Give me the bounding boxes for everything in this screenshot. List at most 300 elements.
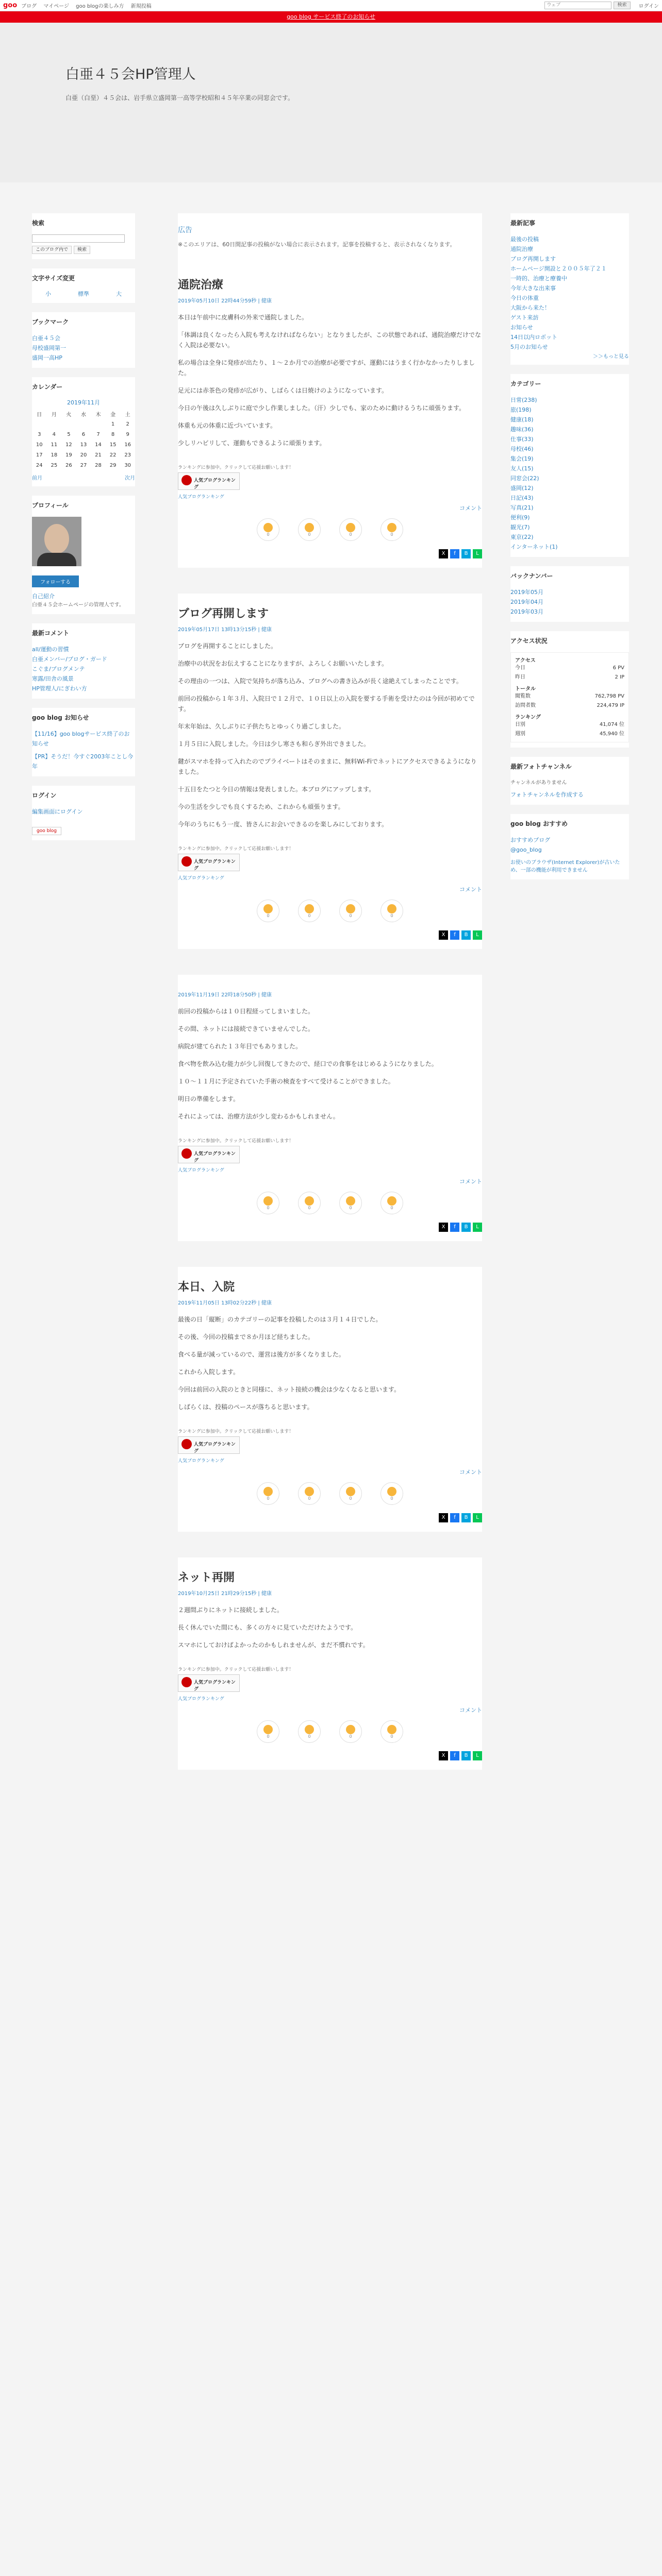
calendar-prev-link[interactable]: 前月 — [32, 476, 42, 481]
share-icon[interactable]: L — [473, 1751, 482, 1760]
blog-post — [178, 975, 482, 1241]
profile-widget — [32, 496, 135, 614]
service-notice-bar — [0, 11, 662, 23]
post-paragraph: 年末年始は、久しぶりに子供たちとゆっくり過ごしました。 — [178, 723, 345, 730]
reaction-emoji-icon — [305, 523, 314, 532]
calendar-title: カレンダー — [32, 383, 63, 391]
access-label: アクセス — [515, 658, 536, 664]
reaction-button[interactable] — [298, 518, 321, 541]
post-paragraph: 治療中の状況をお伝えすることになりますが、よろしくお願いいたします。 — [178, 660, 388, 667]
category-link[interactable]: 健康(18) — [510, 416, 534, 423]
bookmark-link[interactable]: 盛岡一高HP — [32, 354, 62, 361]
comment-link[interactable]: 寒露/田舎の風景 — [32, 675, 74, 682]
reaction-row — [178, 1720, 482, 1743]
goo-news-widget — [32, 708, 135, 776]
reaction-emoji-icon — [305, 1487, 314, 1496]
reaction-count: 0 — [308, 1205, 311, 1210]
category-link[interactable]: 旅(198) — [510, 406, 532, 413]
reaction-emoji-icon — [387, 904, 396, 913]
category-link[interactable]: 母校(46) — [510, 446, 534, 452]
reaction-button[interactable] — [257, 1482, 279, 1505]
post-paragraph: 食べる量が減っているので、運営は後方が多くなりました。 — [178, 1351, 345, 1358]
comment-link[interactable]: HP管理人/にぎわい方 — [32, 685, 87, 692]
post-paragraph: 鍵がスマホを持って入れたのでプライベートはそのままに、無料Wi-Fiでネットにアクセスできるようになりました。 — [178, 758, 477, 775]
ranking-link[interactable]: 人気ブログランキング — [178, 876, 224, 881]
reaction-emoji-icon — [346, 523, 355, 532]
reaction-emoji-icon — [387, 523, 396, 532]
post-date[interactable]: 2019年05月17日 13時13分15秒 | 健康 — [178, 627, 272, 633]
calendar-day: 14 — [95, 442, 102, 448]
goo-news-title: goo blog お知らせ — [32, 714, 89, 721]
reaction-emoji-icon — [387, 1487, 396, 1496]
access-key: 今日 — [515, 665, 525, 671]
reaction-count: 0 — [390, 532, 393, 537]
comment-link[interactable]: コメント — [459, 505, 482, 512]
reaction-row — [178, 1192, 482, 1214]
calendar-day: 1 — [111, 421, 115, 427]
left-sidebar — [32, 213, 135, 850]
post-date[interactable]: 2019年10月25日 21時29分15秒 | 健康 — [178, 1591, 272, 1597]
reaction-emoji-icon — [305, 1725, 314, 1734]
post-body — [178, 641, 482, 829]
top-login-link[interactable]: ログイン — [638, 4, 659, 9]
login-link[interactable]: 編集画面にログイン — [32, 808, 83, 815]
recent-posts-title: 最新記事 — [510, 219, 536, 227]
profile-link[interactable]: 自己紹介 — [32, 593, 55, 600]
post-date[interactable]: 2019年11月05日 13時02分22秒 | 健康 — [178, 1300, 272, 1306]
reaction-count: 0 — [390, 1205, 393, 1210]
post-paragraph: 明日の準備をします。 — [178, 1095, 240, 1103]
calendar-weekday: 金 — [110, 412, 116, 418]
post-paragraph: 今の生活を少しでも良くするため、これからも頑張ります。 — [178, 803, 344, 810]
share-icon[interactable]: B — [461, 549, 471, 558]
comment-link[interactable]: コメント — [459, 1707, 482, 1714]
goo-news-link[interactable]: 【PR】そうだ！今すぐ2003年ことし今年 — [32, 753, 134, 770]
reaction-button[interactable] — [257, 518, 279, 541]
ranking-text: ランキングに参加中。クリックして応援お願いします！ — [178, 1429, 294, 1434]
reaction-button[interactable] — [339, 1482, 362, 1505]
archive-link[interactable]: 2019年05月 — [510, 589, 543, 596]
category-link[interactable]: 便利(9) — [510, 514, 530, 521]
calendar-day: 3 — [38, 431, 41, 437]
comment-link[interactable]: コメント — [459, 1469, 482, 1476]
right-sidebar — [510, 213, 629, 889]
top-search-button[interactable]: 検索 — [614, 2, 630, 9]
post-paragraph: 最後の日「縦断」のカテゴリーの記事を投稿したのは３月１４日でした。 — [178, 1316, 382, 1323]
blog-post — [178, 1267, 482, 1532]
share-icon[interactable]: X — [439, 930, 448, 940]
top-bar — [0, 0, 662, 11]
category-link[interactable]: 仕事(33) — [510, 436, 534, 443]
reaction-count: 0 — [267, 1734, 270, 1739]
goo-recommend-link[interactable]: おすすめブログ — [510, 837, 551, 843]
ranking-banner-label: 人気ブログランキング — [194, 1151, 236, 1163]
calendar-day: 20 — [80, 452, 87, 458]
recent-post-link[interactable]: 5月のお知らせ — [510, 344, 548, 350]
recent-post-link[interactable]: ホームページ開設と２００５年了２１ — [510, 265, 607, 272]
reaction-count: 0 — [349, 532, 352, 537]
ad-box — [178, 213, 482, 265]
total-value: 762,798 PV — [594, 693, 624, 699]
calendar-weekday: 土 — [125, 412, 130, 418]
post-paragraph: 今回は前回の入院のときと同様に、ネット接続の機会は少なくなると思います。 — [178, 1386, 401, 1393]
profile-title: プロフィール — [32, 502, 69, 509]
ranking-banner-label: 人気ブログランキング — [194, 478, 236, 490]
comment-link[interactable]: コメント — [459, 1178, 482, 1185]
post-paragraph: それによっては、治療方法が少し変わるかもしれません。 — [178, 1113, 339, 1120]
reaction-count: 0 — [390, 1734, 393, 1739]
calendar-day: 27 — [80, 462, 87, 468]
reaction-button[interactable] — [257, 1720, 279, 1743]
recent-post-link[interactable]: お知らせ — [510, 324, 533, 331]
archive-widget — [510, 566, 629, 622]
reaction-count: 0 — [308, 913, 311, 918]
category-link[interactable]: 集会(19) — [510, 455, 534, 462]
recent-post-link[interactable]: 今日の体重 — [510, 295, 539, 301]
post-paragraph: スマホにしておけばよかったのかもしれませんが、まだ不慣れです。 — [178, 1641, 369, 1649]
calendar-day: 8 — [111, 431, 115, 437]
calendar-nav — [32, 473, 135, 481]
reaction-emoji-icon — [263, 1196, 273, 1206]
ranking-banner-label: 人気ブログランキング — [194, 1442, 236, 1454]
access-key: 昨日 — [515, 674, 525, 680]
goo-recommend-widget — [510, 814, 629, 879]
calendar-day: 7 — [96, 431, 100, 437]
top-links — [21, 2, 157, 9]
post-title[interactable]: 本日、入院 — [178, 1281, 235, 1294]
post-paragraph: ブログを再開することにしました。 — [178, 642, 277, 650]
share-row — [178, 1223, 482, 1232]
ranking-box — [178, 1137, 482, 1173]
total-value: 224,479 IP — [597, 703, 624, 708]
recent-post-link[interactable]: 一時的、治療と療養中 — [510, 275, 567, 282]
share-icon[interactable]: L — [473, 930, 482, 940]
post-paragraph: 少しリハビリして、運動もできるように頑張ります。 — [178, 439, 326, 447]
goo-news-link[interactable]: 【11/16】goo blogサービス終了のお知らせ — [32, 731, 130, 747]
ranking-banner[interactable] — [178, 1146, 240, 1163]
recent-post-link[interactable]: 通院治療 — [510, 246, 533, 252]
reaction-emoji-icon — [263, 1487, 273, 1496]
font-size-large[interactable]: 大 — [116, 291, 122, 297]
post-paragraph: 十五日をたつと今日の情報は発表しました。本ブログにアップします。 — [178, 786, 375, 793]
calendar-next-link[interactable]: 次月 — [125, 476, 135, 481]
goo-recommend-link[interactable]: @goo_blog — [510, 846, 542, 853]
post-title[interactable]: ネット再開 — [178, 1571, 235, 1584]
archive-link[interactable]: 2019年04月 — [510, 599, 543, 605]
comment-link[interactable]: コメント — [459, 886, 482, 893]
post-paragraph: 体重も元の体重に近づいています。 — [178, 422, 277, 429]
top-link-guide[interactable]: goo blogの楽しみ方 — [76, 4, 124, 9]
access-value: 6 PV — [613, 665, 624, 671]
post-paragraph: しばらくは、投稿のペースが落ちると思います。 — [178, 1403, 313, 1411]
blog-header — [0, 23, 662, 182]
category-widget — [510, 374, 629, 557]
reaction-button[interactable] — [339, 518, 362, 541]
reaction-button[interactable] — [257, 1192, 279, 1214]
reaction-count: 0 — [267, 532, 270, 537]
post-separator — [178, 568, 482, 594]
calendar-weekday: 木 — [95, 412, 101, 418]
reaction-button[interactable] — [257, 900, 279, 922]
comment-link[interactable]: こぐま/ブログメンテ — [32, 666, 85, 672]
share-icon[interactable]: B — [461, 1223, 471, 1232]
post-title[interactable]: 通院治療 — [178, 279, 224, 292]
blog-post — [178, 265, 482, 568]
ranking-icon — [181, 856, 192, 867]
post-paragraph: 食べ物を飲み込む能力が少し回復してきたので、経口での食事をはじめるようになりました。 — [178, 1060, 438, 1067]
share-icon[interactable]: B — [461, 1751, 471, 1760]
bookmark-link[interactable]: 母校盛岡第一 — [32, 345, 66, 351]
ranking-link[interactable]: 人気ブログランキング — [178, 1168, 224, 1173]
calendar-day: 15 — [109, 442, 117, 448]
category-link[interactable]: 写真(21) — [510, 504, 534, 511]
goo-blog-badge[interactable]: goo blog — [32, 827, 61, 835]
category-link[interactable]: 盛岡(12) — [510, 485, 534, 492]
font-size-widget — [32, 268, 135, 303]
post-separator — [178, 1241, 482, 1267]
reaction-emoji-icon — [263, 904, 273, 913]
blog-title[interactable]: 白亜４５会HP管理人 — [65, 66, 196, 82]
reaction-count: 0 — [308, 1496, 311, 1501]
post-paragraph: その理由の一つは、入院で気持ちが落ち込み、ブログへの書き込みが長く途絶えてしまったことです。 — [178, 677, 462, 685]
ranking-label: ランキング — [515, 715, 541, 720]
archive-link[interactable]: 2019年03月 — [510, 608, 543, 615]
access-widget — [510, 631, 629, 748]
calendar-day: 22 — [109, 452, 117, 458]
post-paragraph: 今日の午後は久しぶりに庭で少し作業しました。（汗）少しでも、家のために動けるうちに頑張ります。 — [178, 404, 466, 412]
recent-post-link[interactable]: 最後の投稿 — [510, 236, 539, 243]
reaction-count: 0 — [267, 1205, 270, 1210]
follow-button[interactable]: フォローする — [32, 575, 79, 587]
calendar-weekday: 水 — [80, 412, 86, 418]
top-link-mypage[interactable]: マイページ — [43, 4, 69, 9]
share-icon[interactable]: f — [450, 1223, 459, 1232]
share-icon[interactable]: f — [450, 1751, 459, 1760]
category-link[interactable]: 同窓会(22) — [510, 475, 539, 482]
reaction-emoji-icon — [387, 1725, 396, 1734]
share-icon[interactable]: X — [439, 1513, 448, 1522]
calendar-day: 30 — [124, 462, 131, 468]
calendar-day: 11 — [51, 442, 58, 448]
search-widget — [32, 213, 135, 259]
ranking-key: 日別 — [515, 722, 525, 727]
top-search-input[interactable]: ウェブ — [544, 2, 611, 9]
ranking-link[interactable]: 人気ブログランキング — [178, 495, 224, 500]
blog-description: 白亜（白堊）４５会は、岩手県立盛岡第一高等学校昭和４５年卒業の同窓会です。 — [65, 94, 294, 101]
bookmark-widget — [32, 312, 135, 368]
reaction-row — [178, 518, 482, 541]
calendar-day: 29 — [109, 462, 117, 468]
ranking-box — [178, 1666, 482, 1702]
share-icon[interactable]: X — [439, 1223, 448, 1232]
recent-post-link[interactable]: 14日以内ロボット — [510, 334, 557, 341]
post-body — [178, 312, 482, 448]
reaction-count: 0 — [349, 1496, 352, 1501]
bookmark-link[interactable]: 白亜４５会 — [32, 335, 60, 342]
post-paragraph: その後、今回の投稿まで８か月ほど経ちました。 — [178, 1333, 315, 1341]
post-paragraph: 前回の投稿からは１０日程経ってしまいました。 — [178, 1008, 315, 1015]
share-icon[interactable]: L — [473, 1223, 482, 1232]
goo-logo[interactable]: goo — [3, 2, 18, 9]
bookmark-title: ブックマーク — [32, 318, 69, 326]
calendar-month: 2019年11月 — [67, 399, 100, 406]
reaction-emoji-icon — [346, 904, 355, 913]
recent-comments-widget — [32, 623, 135, 699]
calendar-day: 4 — [52, 431, 56, 437]
access-counter — [510, 652, 629, 742]
share-icon[interactable]: f — [450, 930, 459, 940]
ranking-banner[interactable] — [178, 472, 240, 490]
profile-text: 白亜４５会ホームページの管理人です。 — [32, 602, 124, 608]
calendar-day: 26 — [65, 462, 72, 468]
post-paragraph: 足元には赤茶色の発疹が広がり、しばらくは日焼けのようになっています。 — [178, 387, 388, 394]
reaction-button[interactable] — [298, 1720, 321, 1743]
post-paragraph: 「体調は良くなったら入院も考えなければならない」となりましたが、この状態であれば、通院治療だけでなく入院は必要ない。 — [178, 331, 482, 349]
top-search — [544, 2, 659, 9]
reaction-button[interactable] — [380, 1720, 403, 1743]
reaction-button[interactable] — [380, 518, 403, 541]
ranking-banner[interactable] — [178, 854, 240, 871]
post-body — [178, 1314, 482, 1412]
comment-link[interactable]: all/運動の習慣 — [32, 646, 69, 653]
ranking-banner[interactable] — [178, 1674, 240, 1692]
access-value: 2 IP — [615, 674, 624, 680]
ad-text: ※このエリアは、60日間記事の投稿がない場合に表示されます。記事を投稿すると、表示されなくなります。 — [178, 241, 456, 248]
more-link[interactable]: ＞＞もっと見る — [593, 354, 629, 360]
ranking-link[interactable]: 人気ブログランキング — [178, 1697, 224, 1702]
profile-avatar[interactable] — [32, 517, 81, 566]
reaction-button[interactable] — [298, 900, 321, 922]
recent-post-link[interactable]: ゲスト来訪 — [510, 314, 539, 321]
calendar-weekday: 日 — [37, 412, 42, 418]
share-row — [178, 549, 482, 558]
reaction-button[interactable] — [298, 1192, 321, 1214]
ranking-link[interactable]: 人気ブログランキング — [178, 1459, 224, 1464]
category-link[interactable]: 日記(43) — [510, 495, 534, 501]
post-separator — [178, 949, 482, 975]
calendar-day: 23 — [124, 452, 131, 458]
blog-search-input[interactable] — [32, 234, 125, 243]
ranking-box — [178, 845, 482, 881]
ranking-icon — [181, 475, 192, 485]
reaction-count: 0 — [267, 913, 270, 918]
share-icon[interactable]: L — [473, 1513, 482, 1522]
access-title: アクセス状況 — [510, 637, 548, 645]
reaction-button[interactable] — [339, 1192, 362, 1214]
category-link[interactable]: 観光(7) — [510, 524, 530, 531]
calendar-day: 9 — [126, 431, 129, 437]
reaction-button[interactable] — [380, 1482, 403, 1505]
reaction-button[interactable] — [339, 900, 362, 922]
category-link[interactable]: インターネット(1) — [510, 544, 558, 550]
service-notice-link[interactable]: goo blog サービス終了のお知らせ — [287, 13, 375, 20]
post-body — [178, 1605, 482, 1650]
category-link[interactable]: 日常(238) — [510, 397, 537, 403]
reaction-emoji-icon — [346, 1725, 355, 1734]
post-date[interactable]: 2019年11月19日 22時18分50秒 | 健康 — [178, 992, 272, 998]
reaction-row — [178, 1482, 482, 1505]
category-link[interactable]: 友人(15) — [510, 465, 534, 472]
category-link[interactable]: 趣味(36) — [510, 426, 534, 433]
ranking-text: ランキングに参加中。クリックして応援お願いします！ — [178, 1139, 294, 1144]
calendar-day: 6 — [81, 431, 86, 437]
photo-channel-create-link[interactable]: フォトチャンネルを作成する — [510, 791, 584, 798]
post-paragraph: その間、ネットには接続できていませんでした。 — [178, 1025, 315, 1032]
post-paragraph: ２週間ぶりにネットに接続しました。 — [178, 1606, 284, 1614]
post-paragraph: 長く休んでいた間にも、多くの方々に見ていただけたようです。 — [178, 1624, 357, 1631]
total-key: 訪問者数 — [515, 703, 536, 708]
recent-post-link[interactable]: 大阪から来た！ — [510, 304, 550, 311]
reaction-emoji-icon — [346, 1487, 355, 1496]
ranking-value: 45,940 位 — [599, 731, 624, 737]
category-title: カテゴリー — [510, 380, 541, 387]
share-icon[interactable]: L — [473, 549, 482, 558]
reaction-count: 0 — [390, 1496, 393, 1501]
share-icon[interactable]: B — [461, 1513, 471, 1522]
category-link[interactable]: 東京(22) — [510, 534, 534, 540]
top-link-blog[interactable]: ブログ — [21, 4, 37, 9]
ranking-box — [178, 464, 482, 500]
reaction-button[interactable] — [380, 1192, 403, 1214]
share-row — [178, 930, 482, 940]
post-paragraph: 病院が建てられた１３年目でもありました。 — [178, 1043, 302, 1050]
search-scope-select[interactable]: このブログ内で — [32, 246, 72, 254]
font-size-small[interactable]: 小 — [45, 291, 51, 297]
recent-post-link[interactable]: 今年大きな出来事 — [510, 285, 556, 292]
comment-link[interactable]: 白亜メンバー/ブログ・ガード — [32, 656, 107, 663]
reaction-count: 0 — [390, 913, 393, 918]
calendar-day — [47, 419, 62, 429]
reaction-emoji-icon — [387, 1196, 396, 1206]
post-paragraph: これから入院します。 — [178, 1368, 240, 1376]
top-link-new-post[interactable]: 新規投稿 — [130, 4, 152, 9]
search-scope-row — [32, 246, 135, 254]
reaction-count: 0 — [349, 913, 352, 918]
recent-posts-widget — [510, 213, 629, 365]
reaction-button[interactable] — [298, 1482, 321, 1505]
share-icon[interactable]: f — [450, 549, 459, 558]
share-icon[interactable]: X — [439, 549, 448, 558]
font-size-normal[interactable]: 標準 — [78, 291, 89, 297]
post-title[interactable]: ブログ再開します — [178, 607, 269, 620]
ranking-banner[interactable] — [178, 1436, 240, 1454]
reaction-emoji-icon — [263, 523, 273, 532]
main-column — [178, 213, 482, 1770]
photo-channel-widget — [510, 757, 629, 805]
browser-note[interactable]: お使いのブラウザ(Internet Explorer)が古いため、一部の機能が利用できません — [510, 860, 620, 873]
post-date[interactable]: 2019年05月10日 22時44分59秒 | 健康 — [178, 298, 272, 304]
ranking-box — [178, 1428, 482, 1464]
reaction-emoji-icon — [305, 1196, 314, 1206]
post-paragraph: １０～１１月に予定されていた手術の検査をすべて受けることができました。 — [178, 1078, 394, 1085]
post-separator — [178, 1532, 482, 1557]
photo-channel-empty: チャンネルがありません — [510, 780, 567, 786]
reaction-count: 0 — [349, 1734, 352, 1739]
share-icon[interactable]: X — [439, 1751, 448, 1760]
calendar-table — [32, 409, 135, 470]
share-icon[interactable]: f — [450, 1513, 459, 1522]
calendar-day — [76, 419, 91, 429]
recent-post-link[interactable]: ブログ再開します — [510, 256, 556, 262]
post-body — [178, 1006, 482, 1122]
ad-title: 広告 — [178, 226, 192, 234]
ranking-text: ランキングに参加中。クリックして応援お願いします！ — [178, 465, 294, 470]
post-paragraph: 私の場合は全身に発疹が出たり、１～２か月での治療が必要ですが、運動にはうまく行かなかったりしました。 — [178, 359, 475, 377]
blog-search-button[interactable]: 検索 — [74, 246, 90, 254]
share-icon[interactable]: B — [461, 930, 471, 940]
reaction-button[interactable] — [339, 1720, 362, 1743]
reaction-button[interactable] — [380, 900, 403, 922]
